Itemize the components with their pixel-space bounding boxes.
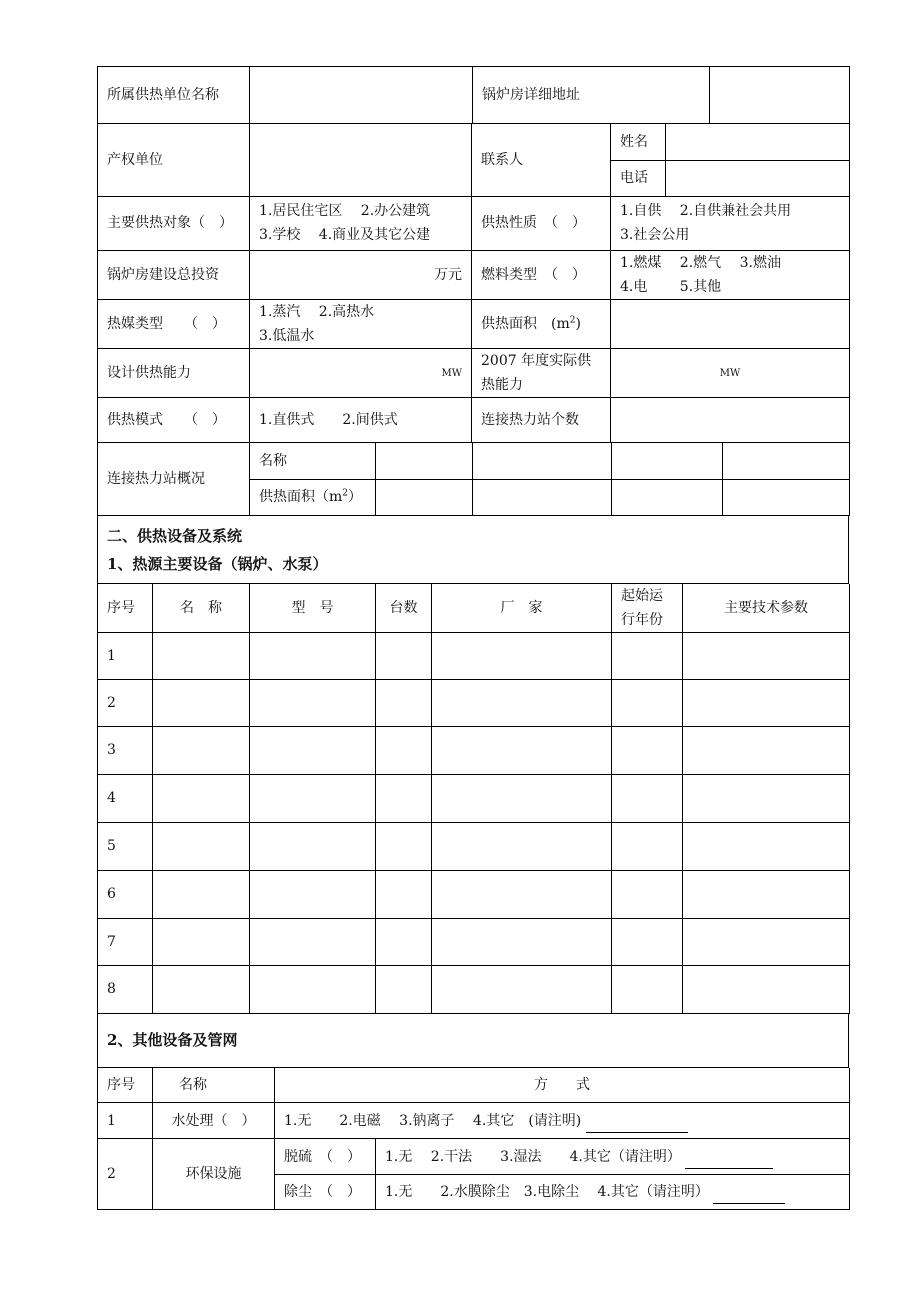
- cell[interactable]: [153, 918, 250, 965]
- equipment-table: [97, 584, 850, 1014]
- cell[interactable]: [612, 918, 683, 965]
- station-name-2[interactable]: [473, 443, 612, 479]
- cell[interactable]: [153, 632, 250, 679]
- station-name-label: 名称: [250, 443, 376, 479]
- medium-options-line1: 1.蒸汽 2.高热水: [259, 304, 375, 320]
- row-index: 2: [98, 679, 153, 726]
- area-field[interactable]: [611, 300, 850, 349]
- col-name: 名 称: [153, 584, 250, 633]
- station-overview-table: [97, 443, 850, 516]
- contact-name-label: 姓名: [611, 124, 666, 160]
- target-options-line2: 3.学校 4.商业及其它公建: [259, 227, 431, 244]
- address-label: 锅炉房详细地址: [473, 67, 710, 124]
- basic-info-table-2: [97, 124, 850, 197]
- other-row1-index: 1: [98, 1103, 153, 1139]
- cell[interactable]: [153, 965, 250, 1013]
- station-name-1[interactable]: [376, 443, 473, 479]
- actual-capacity-label: 2007 年度实际供热能力: [472, 349, 611, 398]
- station-name-3[interactable]: [612, 443, 723, 479]
- other-equipment-table: [97, 1068, 850, 1211]
- cell[interactable]: [432, 679, 612, 726]
- cell[interactable]: [683, 632, 850, 679]
- desulfurization-label: 脱硫 （ ）: [275, 1139, 376, 1175]
- cell[interactable]: [683, 774, 850, 822]
- row-index: 7: [98, 918, 153, 965]
- cell[interactable]: [683, 870, 850, 918]
- table-row: [98, 726, 850, 774]
- capacity-field[interactable]: [250, 349, 472, 398]
- fuel-options-line2: 4.电 5.其他: [620, 279, 722, 295]
- cell[interactable]: [432, 965, 612, 1013]
- cell[interactable]: [376, 679, 432, 726]
- mode-label: 供热模式 （ ）: [98, 398, 250, 443]
- cell[interactable]: [153, 870, 250, 918]
- investment-label: 锅炉房建设总投资: [98, 251, 250, 300]
- actual-capacity-field[interactable]: [611, 349, 850, 398]
- cell[interactable]: [250, 679, 376, 726]
- medium-options[interactable]: [250, 300, 472, 349]
- table-row: [98, 679, 850, 726]
- nature-options-line1: 1.自供 2.自供兼社会共用: [620, 203, 792, 220]
- cell[interactable]: [612, 679, 683, 726]
- nature-label: 供热性质 （ ）: [472, 197, 611, 251]
- cell[interactable]: [612, 965, 683, 1013]
- cell[interactable]: [153, 726, 250, 774]
- section2-title: 二、供热设备及系统: [107, 526, 243, 545]
- station-count-field[interactable]: [611, 398, 850, 443]
- other-row2-name: 环保设施: [153, 1139, 275, 1210]
- survey-form: [97, 66, 849, 1210]
- row-index: 1: [98, 632, 153, 679]
- contact-phone-field[interactable]: [666, 160, 850, 196]
- mode-options[interactable]: 1.直供式 2.间供式: [250, 398, 472, 443]
- nature-options[interactable]: [611, 197, 850, 251]
- cell[interactable]: [250, 774, 376, 822]
- owner-label: 产权单位: [98, 124, 250, 196]
- section2-sub2: 2、其他设备及管网: [107, 1030, 238, 1049]
- cell[interactable]: [153, 774, 250, 822]
- nature-options-line2: 3.社会公用: [620, 227, 690, 244]
- station-area-2[interactable]: [473, 479, 612, 515]
- table-row: [98, 870, 850, 918]
- cell[interactable]: [432, 918, 612, 965]
- other-row2-index: 2: [98, 1139, 153, 1210]
- other-col-name: 名称: [153, 1068, 275, 1103]
- cell[interactable]: [250, 965, 376, 1013]
- investment-unit: 万元: [434, 267, 462, 283]
- medium-options-line2: 3.低温水: [259, 328, 315, 344]
- table-row: [98, 774, 850, 822]
- cell[interactable]: [250, 726, 376, 774]
- cell[interactable]: [376, 774, 432, 822]
- row-index: 3: [98, 726, 153, 774]
- cell[interactable]: [376, 726, 432, 774]
- cell[interactable]: [612, 822, 683, 870]
- col-index: 序号: [98, 584, 153, 633]
- unit-name-field[interactable]: [250, 67, 473, 124]
- cell[interactable]: [432, 822, 612, 870]
- cell[interactable]: [376, 822, 432, 870]
- cell[interactable]: [376, 870, 432, 918]
- desulfurization-options-text: 1.无 2.干法 3.湿法 4.其它（请注明）: [385, 1148, 681, 1165]
- other-col-method: 方 式: [275, 1068, 850, 1103]
- dedusting-label: 除尘 （ ）: [275, 1175, 376, 1210]
- station-area-3[interactable]: [612, 479, 723, 515]
- capacity-unit: MW: [441, 368, 462, 379]
- station-count-label: 连接热力站个数: [472, 398, 611, 443]
- cell[interactable]: [153, 822, 250, 870]
- cell[interactable]: [432, 870, 612, 918]
- desulfurization-options[interactable]: [376, 1139, 850, 1175]
- table-row: [98, 918, 850, 965]
- cell[interactable]: [683, 726, 850, 774]
- cell[interactable]: [683, 918, 850, 965]
- cell[interactable]: [153, 679, 250, 726]
- cell[interactable]: [683, 965, 850, 1013]
- water-treatment-options: 1.无 2.电磁 3.钠离子 4.其它 (请注明): [284, 1112, 582, 1129]
- station-area-1[interactable]: [376, 479, 473, 515]
- section2-sub1: 1、热源主要设备（锅炉、水泵）: [107, 554, 328, 573]
- col-count: 台数: [376, 584, 432, 633]
- cell[interactable]: [612, 774, 683, 822]
- capacity-label: 设计供热能力: [98, 349, 250, 398]
- address-field[interactable]: [710, 67, 850, 124]
- station-overview-label: 连接热力站概况: [98, 443, 250, 515]
- cell[interactable]: [250, 870, 376, 918]
- dedusting-blank[interactable]: [713, 1187, 785, 1204]
- col-tech-params: 主要技术参数: [683, 584, 850, 633]
- contact-phone-label: 电话: [611, 160, 666, 196]
- target-options-line1: 1.居民住宅区 2.办公建筑: [259, 203, 431, 220]
- contact-name-field[interactable]: [666, 124, 850, 160]
- col-model: 型 号: [250, 584, 376, 633]
- contact-label: 联系人: [472, 124, 611, 196]
- row-index: 6: [98, 870, 153, 918]
- other-col-index: 序号: [98, 1068, 153, 1103]
- target-options[interactable]: [250, 197, 472, 251]
- fuel-options-line1: 1.燃煤 2.燃气 3.燃油: [620, 255, 781, 271]
- row-index: 8: [98, 965, 153, 1013]
- dedusting-options-text: 1.无 2.水膜除尘 3.电除尘 4.其它（请注明）: [385, 1184, 709, 1200]
- medium-label: 热媒类型 （ ）: [98, 300, 250, 349]
- actual-capacity-unit: MW: [719, 368, 741, 379]
- water-treatment-blank[interactable]: [586, 1116, 688, 1133]
- table-row: [98, 965, 850, 1013]
- cell[interactable]: [432, 726, 612, 774]
- cell[interactable]: [612, 632, 683, 679]
- target-label: 主要供热对象（ ）: [98, 197, 250, 251]
- cell[interactable]: [432, 632, 612, 679]
- basic-info-table-3: [97, 197, 850, 444]
- cell[interactable]: [432, 774, 612, 822]
- investment-field[interactable]: [250, 251, 472, 300]
- cell[interactable]: [376, 918, 432, 965]
- section2-heading-block: [97, 516, 849, 584]
- area-label: 供热面积 $(m^2)$: [472, 300, 611, 349]
- other-row1-options[interactable]: [275, 1103, 850, 1139]
- row-index: 4: [98, 774, 153, 822]
- cell[interactable]: [376, 965, 432, 1013]
- cell[interactable]: [250, 822, 376, 870]
- owner-field[interactable]: [250, 124, 472, 196]
- section2-sub2-block: [97, 1014, 849, 1068]
- table-row: [98, 822, 850, 870]
- other-row1-name: 水处理（ ）: [153, 1103, 275, 1139]
- fuel-options[interactable]: [611, 251, 850, 300]
- unit-name-label: 所属供热单位名称: [98, 67, 250, 124]
- fuel-label: 燃料类型 （ ）: [472, 251, 611, 300]
- cell[interactable]: [683, 679, 850, 726]
- cell[interactable]: [376, 632, 432, 679]
- cell[interactable]: [612, 726, 683, 774]
- equipment-header-row: [98, 584, 850, 633]
- basic-info-table: [97, 66, 850, 124]
- cell[interactable]: [250, 918, 376, 965]
- station-area-4[interactable]: [723, 479, 850, 515]
- station-area-label: 供热面积$(m^2)$: [250, 479, 376, 515]
- table-row: [98, 632, 850, 679]
- col-start-year: 起始运行年份: [612, 584, 683, 633]
- row-index: 5: [98, 822, 153, 870]
- dedusting-options[interactable]: [376, 1175, 850, 1210]
- desulfurization-blank[interactable]: [685, 1152, 773, 1169]
- col-manufacturer: 厂 家: [432, 584, 612, 633]
- cell[interactable]: [683, 822, 850, 870]
- station-name-4[interactable]: [723, 443, 850, 479]
- cell[interactable]: [250, 632, 376, 679]
- cell[interactable]: [612, 870, 683, 918]
